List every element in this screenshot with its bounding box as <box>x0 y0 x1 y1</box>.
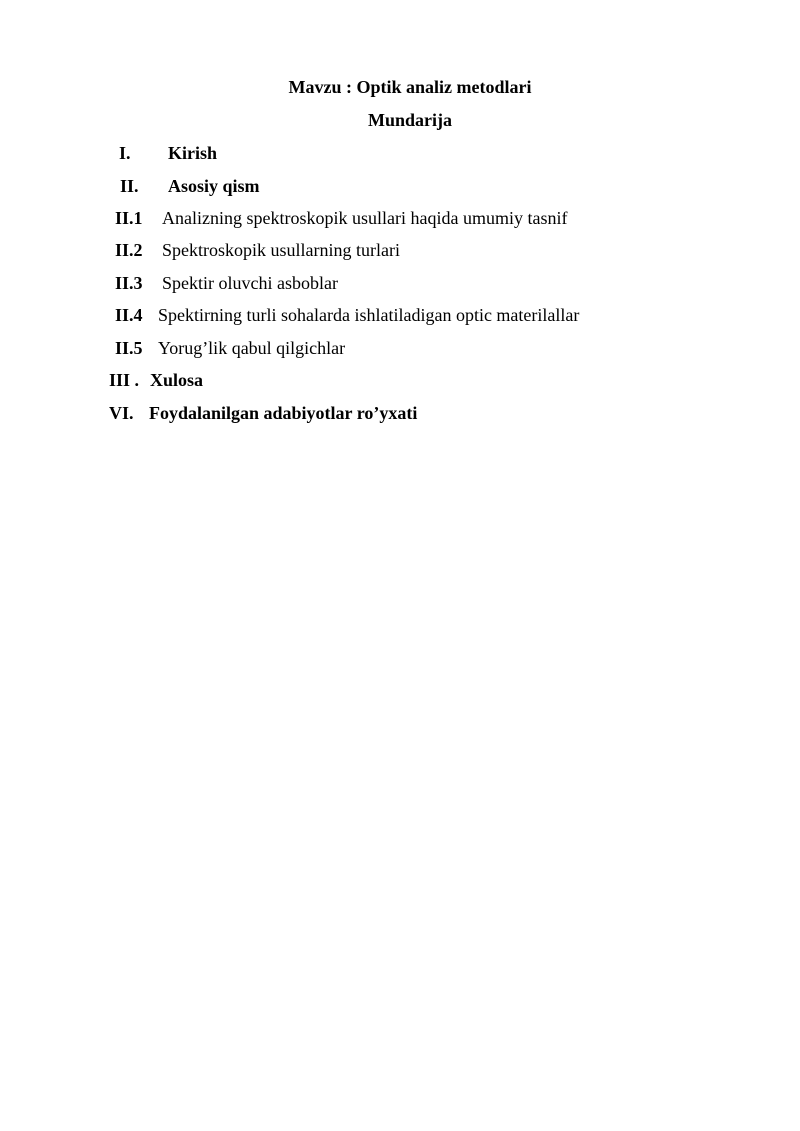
toc-title: Yorug’lik qabul qilgichlar <box>158 338 346 358</box>
toc-number: II.4 <box>115 305 143 325</box>
toc-title: Asosiy qism <box>168 176 260 196</box>
toc-number: VI. <box>109 403 134 423</box>
document-topic: Mavzu : Optik analiz metodlari <box>288 77 532 97</box>
toc-number: II.1 <box>115 208 143 228</box>
toc-number: I. <box>119 143 131 163</box>
toc-number: II. <box>120 176 139 196</box>
toc-title: Foydalanilgan adabiyotlar ro’yxati <box>149 403 418 423</box>
contents-heading: Mundarija <box>367 110 452 130</box>
toc-title: Analizning spektroskopik usullari haqida umumiy tasnif <box>162 208 568 228</box>
toc-title: Spektirning turli sohalarda ishlatiladigan optic materilallar <box>158 305 580 325</box>
toc-number: II.5 <box>115 338 143 358</box>
toc-title: Spektroskopik usullarning turlari <box>162 240 400 260</box>
toc-title: Spektir oluvchi asboblar <box>162 273 338 293</box>
toc-title: Kirish <box>168 143 218 163</box>
toc-number: II.3 <box>115 273 143 293</box>
toc-title: Xulosa <box>150 370 204 390</box>
toc-number: III . <box>109 370 140 390</box>
toc-number: II.2 <box>115 240 143 260</box>
